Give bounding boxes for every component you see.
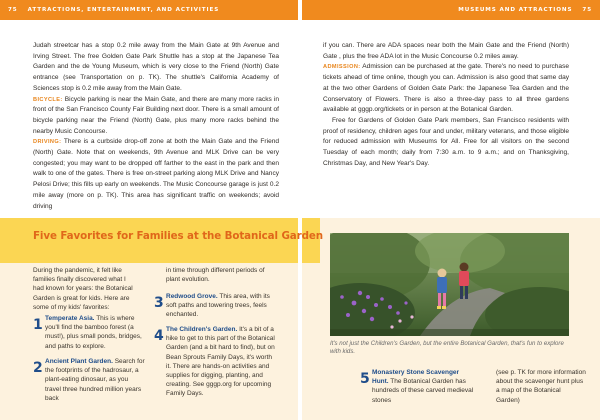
left-page-header bbox=[0, 0, 298, 20]
left-running-head: ATTRACTIONS, ENTERTAINMENT, AND ACTIVITIES bbox=[27, 7, 220, 13]
favorite-text-3: This area, with its soft paths and towering trees, feels enchanted. bbox=[166, 293, 270, 319]
favorite-title-4: The Children's Garden. bbox=[166, 326, 238, 333]
favorite-item-2-continued: in time through different periods of plant evolution. bbox=[166, 267, 265, 284]
right-paragraph-free: Free for Gardens of Golden Gate Park members, San Francisco residents with proof of residency, children ages four and under, military veterans, and those eligible for reduced admission with Museums for All. Free for all visitors on the second Tuesday of each month; daily from 7:30 a.m. to 9 a.m.; and on Thanksgiving, Christmas Day, and New Year's Day. bbox=[323, 116, 569, 167]
favorite-item-4 bbox=[154, 325, 276, 399]
right-paragraph-admission bbox=[323, 62, 569, 116]
left-paragraph-bicycle bbox=[33, 95, 279, 138]
right-running-head: MUSEUMS AND ATTRACTIONS bbox=[458, 7, 573, 13]
favorite-title-3: Redwood Grove. bbox=[166, 293, 218, 300]
sidebar-intro: During the pandemic, it felt like families finally discovered what I had known for years: the Botanical Garden is great for kids. Here are some of my kids' favorites: bbox=[33, 267, 133, 311]
driving-text: There is a curbside drop-off zone at both the Main Gate and the Friend (North) Gate. Note that on weekends, 9th Avenue and MLK Drive can be very congested; you may want to be dropped off farther to the east in the park and then walk to one of the gates. There is free on-street parking along MLK Drive and Nancy Pelosi Drive; this fills up early on weekends. The Music Concourse garage is just 0.2 mile away (more on p. TK). This area has significant traffic on weekends; avoid driving bbox=[33, 138, 279, 210]
garden-photo bbox=[330, 233, 569, 336]
favorite-text-2: Search for the footprints of the hadrosaur, a plant-eating dinosaur, as you travel three hundred million years back bbox=[45, 358, 145, 402]
driving-label: DRIVING: bbox=[33, 139, 62, 146]
favorite-number-5: 5 bbox=[360, 371, 370, 387]
favorite-text-4: It's a bit of a hike to get to this part of the Botanical Garden (and a bit hard to find), but on Bean Sprouts Family Days, it's worth it. There are hands-on activities and supplies for digging, planting, and creating. See gggp.org for upcoming Family Days. bbox=[166, 326, 275, 398]
favorite-item-1 bbox=[33, 314, 145, 351]
right-paragraph-ada: if you can. There are ADA spaces near both the Main Gate and the Friend (North) Gate , plus the free ADA lot in the Music Concourse 0.2 miles away. bbox=[323, 42, 569, 60]
favorite-number-2: 2 bbox=[33, 360, 43, 376]
bicycle-label: BICYCLE: bbox=[33, 96, 63, 103]
left-page-number: 75 bbox=[8, 7, 18, 13]
right-page-number: 75 bbox=[582, 7, 592, 13]
favorite-title-2: Ancient Plant Garden. bbox=[45, 358, 113, 365]
favorite-number-4: 4 bbox=[154, 328, 164, 344]
right-page-header bbox=[302, 0, 600, 20]
favorite-item-3 bbox=[154, 292, 276, 320]
favorite-number-1: 1 bbox=[33, 317, 43, 333]
favorite-text-1: This is where you'll find the bamboo forest (a must!), plus small ponds, bridges, and paths to explore. bbox=[45, 315, 142, 350]
favorite-item-5-continued: (see p. TK for more information about the scavenger hunt plus a map of the Botanical Garden) bbox=[496, 369, 586, 404]
photo-caption: It's not just the Children's Garden, but the entire Botanical Garden, that's fun to explore with kids. bbox=[330, 340, 564, 356]
favorite-item-2 bbox=[33, 357, 145, 403]
favorite-text-5: The Botanical Garden has hundreds of these carved medieval stones bbox=[372, 378, 474, 404]
admission-text: Admission can be purchased at the gate. There's no need to purchase tickets ahead of time online, though you can. Admission is also good that same day at the two other Gardens of Golden Gate Park: the Japanese Tea Garden and the Conservatory of Flowers. There is also a three-day pass to all three gardens available at gggp.org/tickets or in person at the Botanical Garden. bbox=[323, 63, 569, 114]
garden-photo-illustration bbox=[330, 233, 569, 336]
favorite-title-5: Monastery Stone Scavenger Hunt. bbox=[372, 369, 460, 386]
bicycle-text: Bicycle parking is near the Main Gate, and there are many more racks in front of the San Francisco County Fair Building next door. There is a small amount of bicycle parking near the Friend (North) Gate, plus many more racks behind the nearby Music Concourse. bbox=[33, 95, 279, 135]
favorite-title-1: Temperate Asia. bbox=[45, 315, 95, 322]
favorite-item-5 bbox=[360, 368, 474, 405]
left-paragraph-driving bbox=[33, 137, 279, 212]
admission-label: ADMISSION: bbox=[323, 64, 361, 71]
left-body-column bbox=[33, 41, 279, 212]
left-paragraph-transit: Judah streetcar has a stop 0.2 mile away from the Main Gate at 9th Avenue and Irving Street. The free Golden Gate Park Shuttle has a stop at the Japanese Tea Garden and the de Young Museum, which is very close to the Friend (North) Gate entrance (see Transportation on p. TK). The shuttle's California Academy of Sciences stop is 0.2 mile away from the Main Gate. bbox=[33, 42, 279, 92]
favorite-number-3: 3 bbox=[154, 295, 164, 311]
sidebar-title: Five Favorites for Families at the Botanical Garden bbox=[33, 230, 324, 242]
right-body-column bbox=[323, 41, 569, 169]
